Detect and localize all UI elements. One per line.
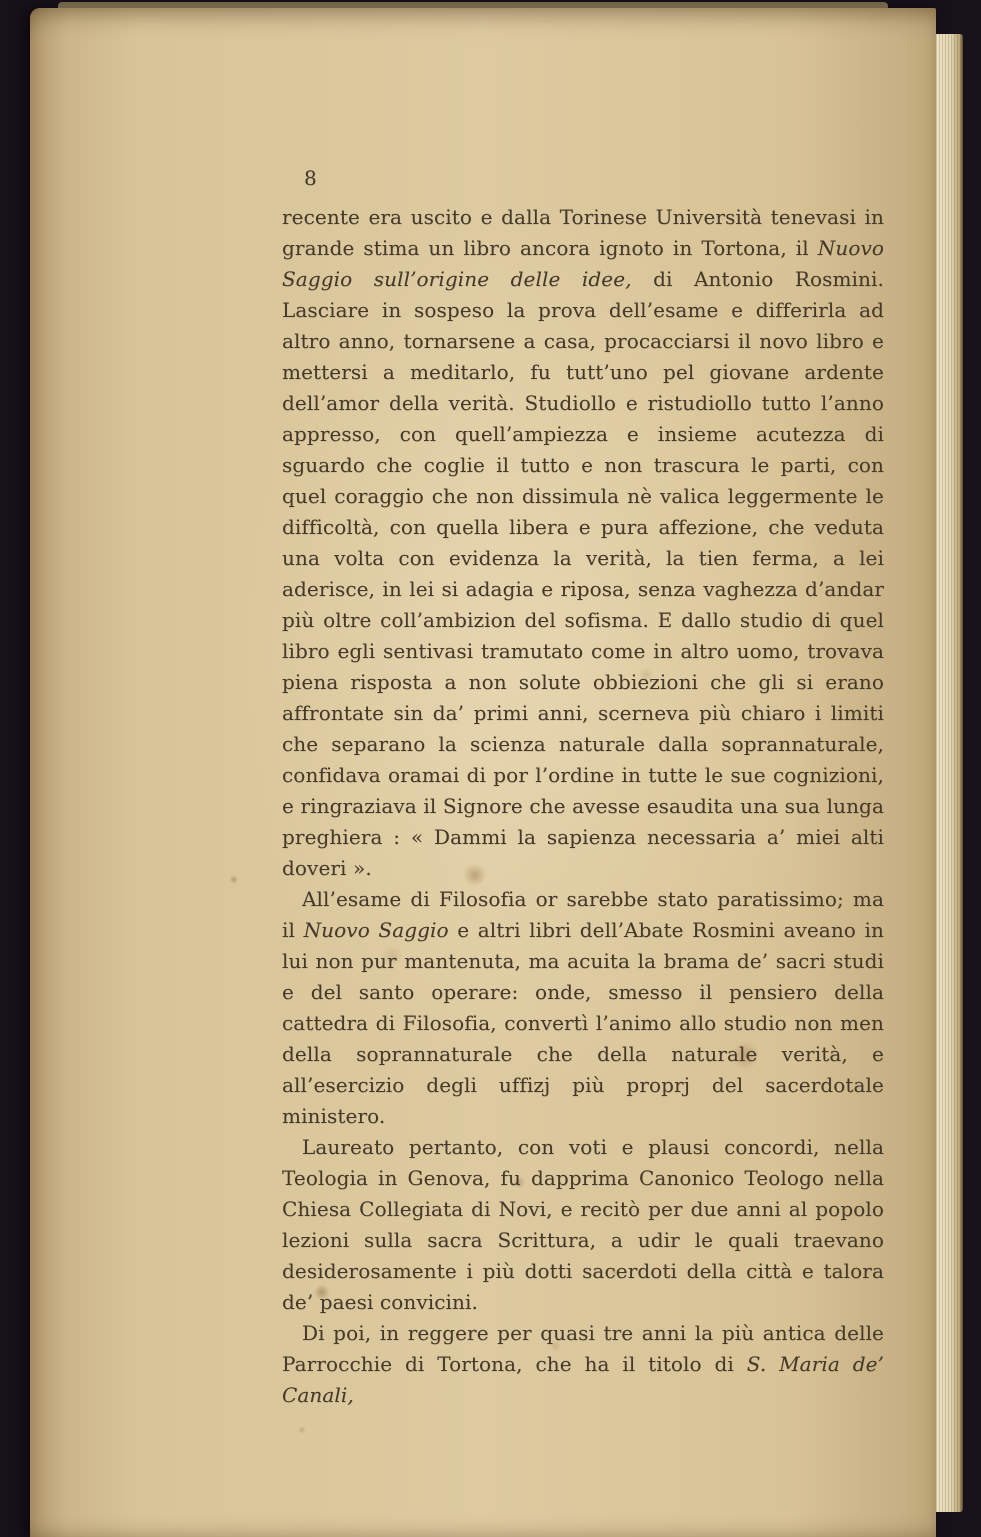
body-text: Di poi, in reggere per quasi tre anni la più antica delle Parrocchie di Tortona, che ha il titolo di [282,1321,884,1376]
italic-title-text: S. Maria de’ Canali, [282,1352,885,1407]
body-text: di Antonio Rosmini. Lasciare in sospeso la prova dell’esame e differirla ad altro anno, tornarsene a casa, procacciarsi il novo libro e mettersi a meditarlo, fu tutt’uno pel giovane ardente dell’amor della verità. Studiollo e ristudiollo tutto l’anno appresso, con quell’ampiezza e insieme acutezza di sguardo che coglie il tutto e non trascura le parti, con quel coraggio che non dissimula nè valica leggermente le difficoltà, con quella libera e pura affezione, che veduta una volta con evidenza la verità, la tien ferma, a lei aderisce, in lei si adagia e riposa, senza vaghezza d’andar più oltre coll’ambizion del sofisma. E dallo studio di quel libro egli sentivasi tramutato come in altro uomo, trovava piena risposta a non solute obbiezioni che gli si erano affrontate sin da’ primi anni, scerneva più chiaro i limiti che separano la scienza naturale dalla soprannaturale, confidava oramai di por l’ordine in tutte le sue cognizioni, e ringraziava il Signore che avesse esaudita una sua lunga preghiera : « Dammi la sapienza necessaria a’ miei alti doveri ». [282,267,884,880]
italic-title-text: Nuovo Saggio [303,918,449,942]
paragraph [282,884,884,1132]
book-fore-edge-pages [936,34,963,1512]
italic-title-text: Nuovo Saggio sull’origine delle idee, [282,236,884,291]
book-page [30,8,936,1537]
body-text: e altri libri dell’Abate Rosmini aveano in lui non pur mantenuta, ma acuita la brama de’ sacri studi e del santo operare: onde, smesso il pensiero della cattedra di Filosofia, convertì l’animo allo studio non men della soprannaturale che della naturale verità, e all’esercizio degli uffizj più proprj del sacerdotale ministero. [282,918,884,1128]
body-text: All’esame di Filosofia or sarebbe stato paratissimo; ma il [282,887,884,942]
paragraph [282,1318,884,1411]
page-number: 8 [304,166,317,190]
page-text [282,202,884,1411]
paragraph [282,1132,884,1318]
body-text: Laureato pertanto, con voti e plausi concordi, nella Teologia in Genova, fu dapprima Canonico Teologo nella Chiesa Collegiata di Novi, e recitò per due anni al popolo lezioni sulla sacra Scrittura, a udir le quali traevano desiderosamente i più dotti sacerdoti della città e talora de’ paesi convicini. [282,1135,884,1314]
page-text-block [282,166,884,1411]
body-text: recente era uscito e dalla Torinese Università tenevasi in grande stima un libro ancora ignoto in Tortona, il [282,205,884,260]
paragraph [282,202,884,884]
